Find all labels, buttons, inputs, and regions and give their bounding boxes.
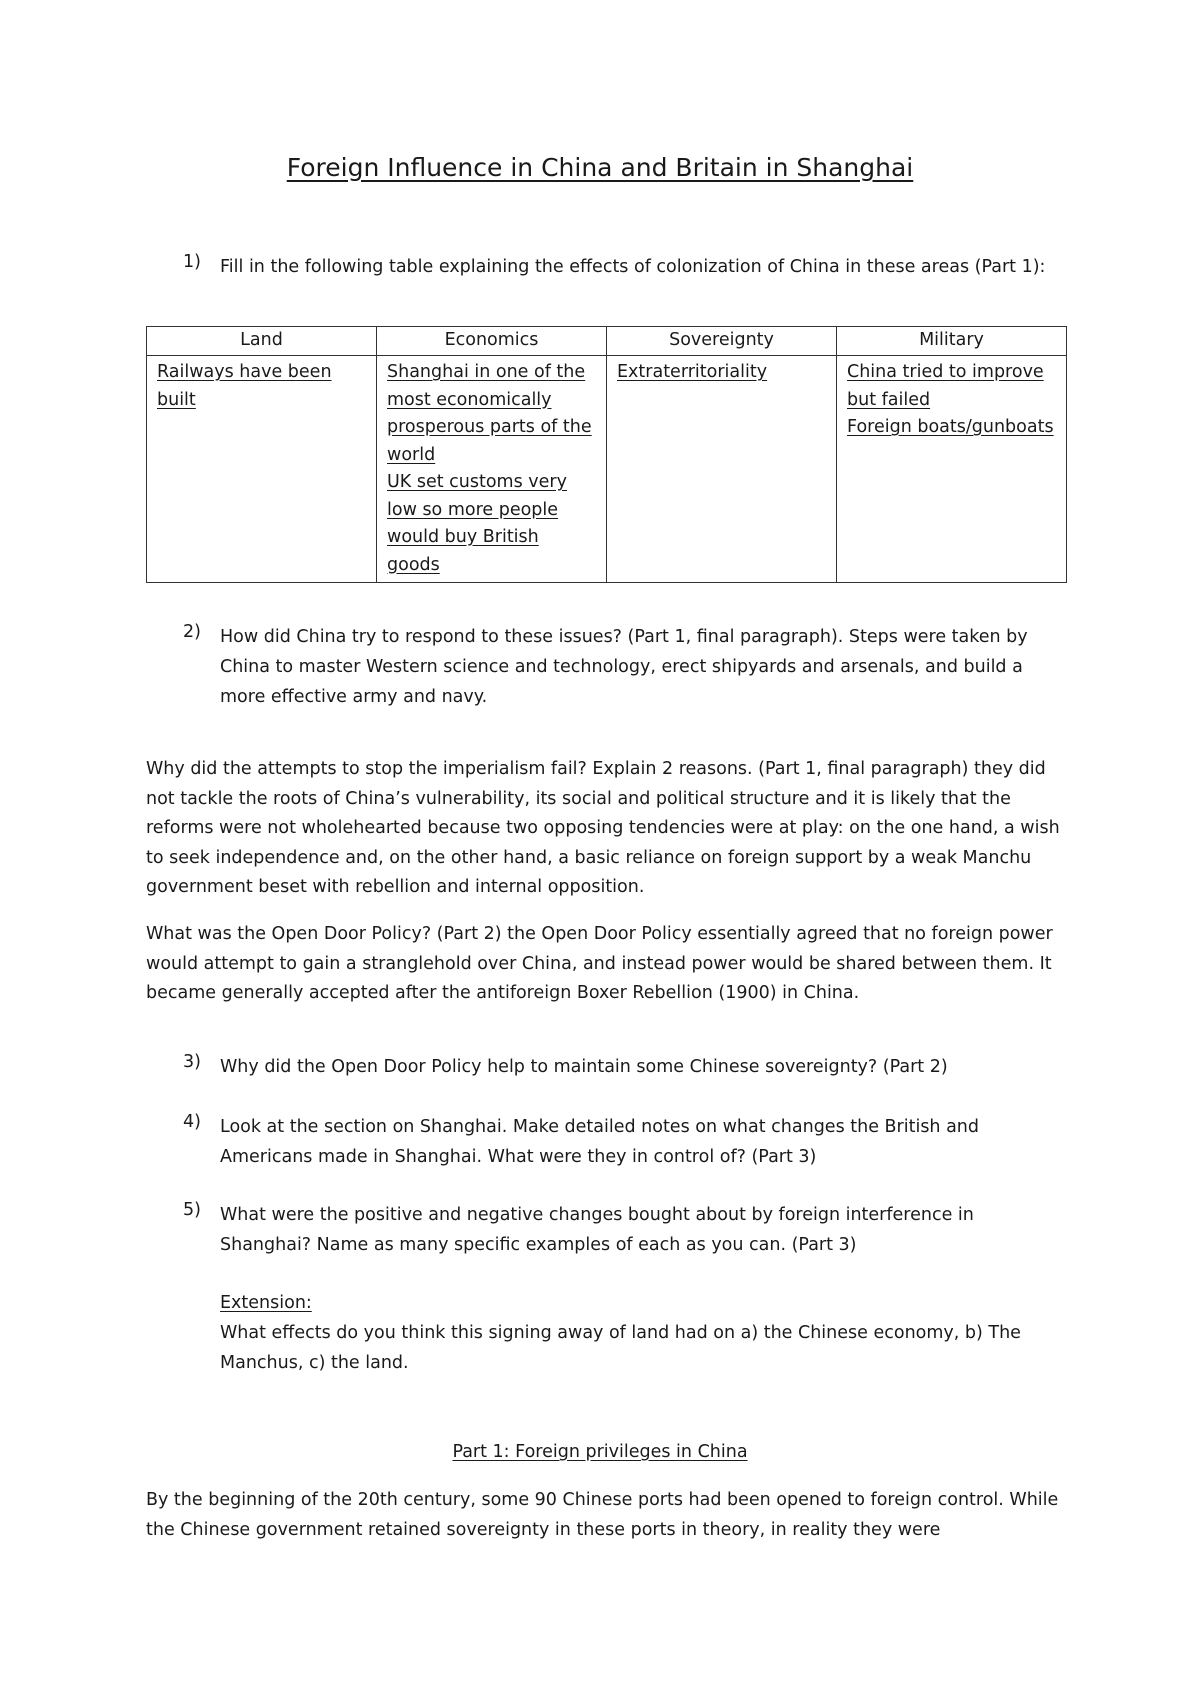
table-cell-economics	[377, 356, 607, 583]
extension-label: Extension:	[220, 1293, 312, 1313]
part-1-text: By the beginning of the 20th century, some 90 Chinese ports had been opened to foreign control. While the Chinese government retained sovereignty in these ports in theory, in reality they were	[146, 1490, 1059, 1540]
imperialism-paragraph: Why did the attempts to stop the imperialism fail? Explain 2 reasons. (Part 1, final paragraph) they did not tackle the roots of China’s vulnerability, its social and political structure and it is likely that the reforms were not wholehearted because two opposing tendencies were at play: on the one hand, a wish to seek independence and, on the other hand, a basic reliance on foreign support by a weak Manchu government beset with rebellion and internal opposition.	[146, 759, 1060, 897]
table-header-row	[147, 327, 1067, 356]
military-note: China tried to improve but failed	[847, 362, 1044, 410]
question-1-number: 1)	[183, 252, 201, 272]
table-header-economics: Economics	[377, 327, 607, 356]
table-row	[147, 356, 1067, 583]
table-header-sovereignty: Sovereignty	[607, 327, 837, 356]
open-door-paragraph: What was the Open Door Policy? (Part 2) the Open Door Policy essentially agreed that no foreign power would attempt to gain a stranglehold over China, and instead power would be shared between them. It became generally accepted after the antiforeign Boxer Rebellion (1900) in China.	[146, 924, 1053, 1003]
table-header-military: Military	[837, 327, 1067, 356]
economics-note: Shanghai in one of the most economically prosperous parts of the world	[387, 362, 592, 465]
sovereignty-note: Extraterritoriality	[617, 362, 768, 382]
table-header-land: Land	[147, 327, 377, 356]
question-3-number: 3)	[183, 1052, 201, 1072]
question-5-text: What were the positive and negative changes bought about by foreign interference in Shanghai? Name as many specific examples of each as you can. (Part 3)	[220, 1205, 974, 1255]
question-4-text: Look at the section on Shanghai. Make detailed notes on what changes the British and Americans made in Shanghai. What were they in control of? (Part 3)	[220, 1117, 980, 1167]
question-2-text: How did China try to respond to these issues? (Part 1, final paragraph). Steps were taken by China to master Western science and technology, erect shipyards and arsenals, and build a more effective army and navy.	[220, 627, 1028, 707]
part-1-heading: Part 1: Foreign privileges in China	[452, 1442, 748, 1462]
table-cell-military	[837, 356, 1067, 583]
document-title: Foreign Influence in China and Britain in Shanghai	[286, 153, 914, 182]
table-cell-sovereignty	[607, 356, 837, 583]
extension-text: What effects do you think this signing away of land had on a) the Chinese economy, b) The Manchus, c) the land.	[220, 1323, 1021, 1373]
question-5-number: 5)	[183, 1200, 201, 1220]
military-note: Foreign boats/gunboats	[847, 417, 1054, 437]
economics-note: UK set customs very low so more people would buy British goods	[387, 472, 567, 575]
question-4-number: 4)	[183, 1112, 201, 1132]
question-1-text: Fill in the following table explaining the effects of colonization of China in these areas (Part 1):	[220, 257, 1046, 277]
question-3-text: Why did the Open Door Policy help to maintain some Chinese sovereignty? (Part 2)	[220, 1057, 948, 1077]
land-note: Railways have been built	[157, 362, 332, 410]
table-cell-land	[147, 356, 377, 583]
effects-table	[146, 326, 1067, 583]
question-2-number: 2)	[183, 622, 201, 642]
